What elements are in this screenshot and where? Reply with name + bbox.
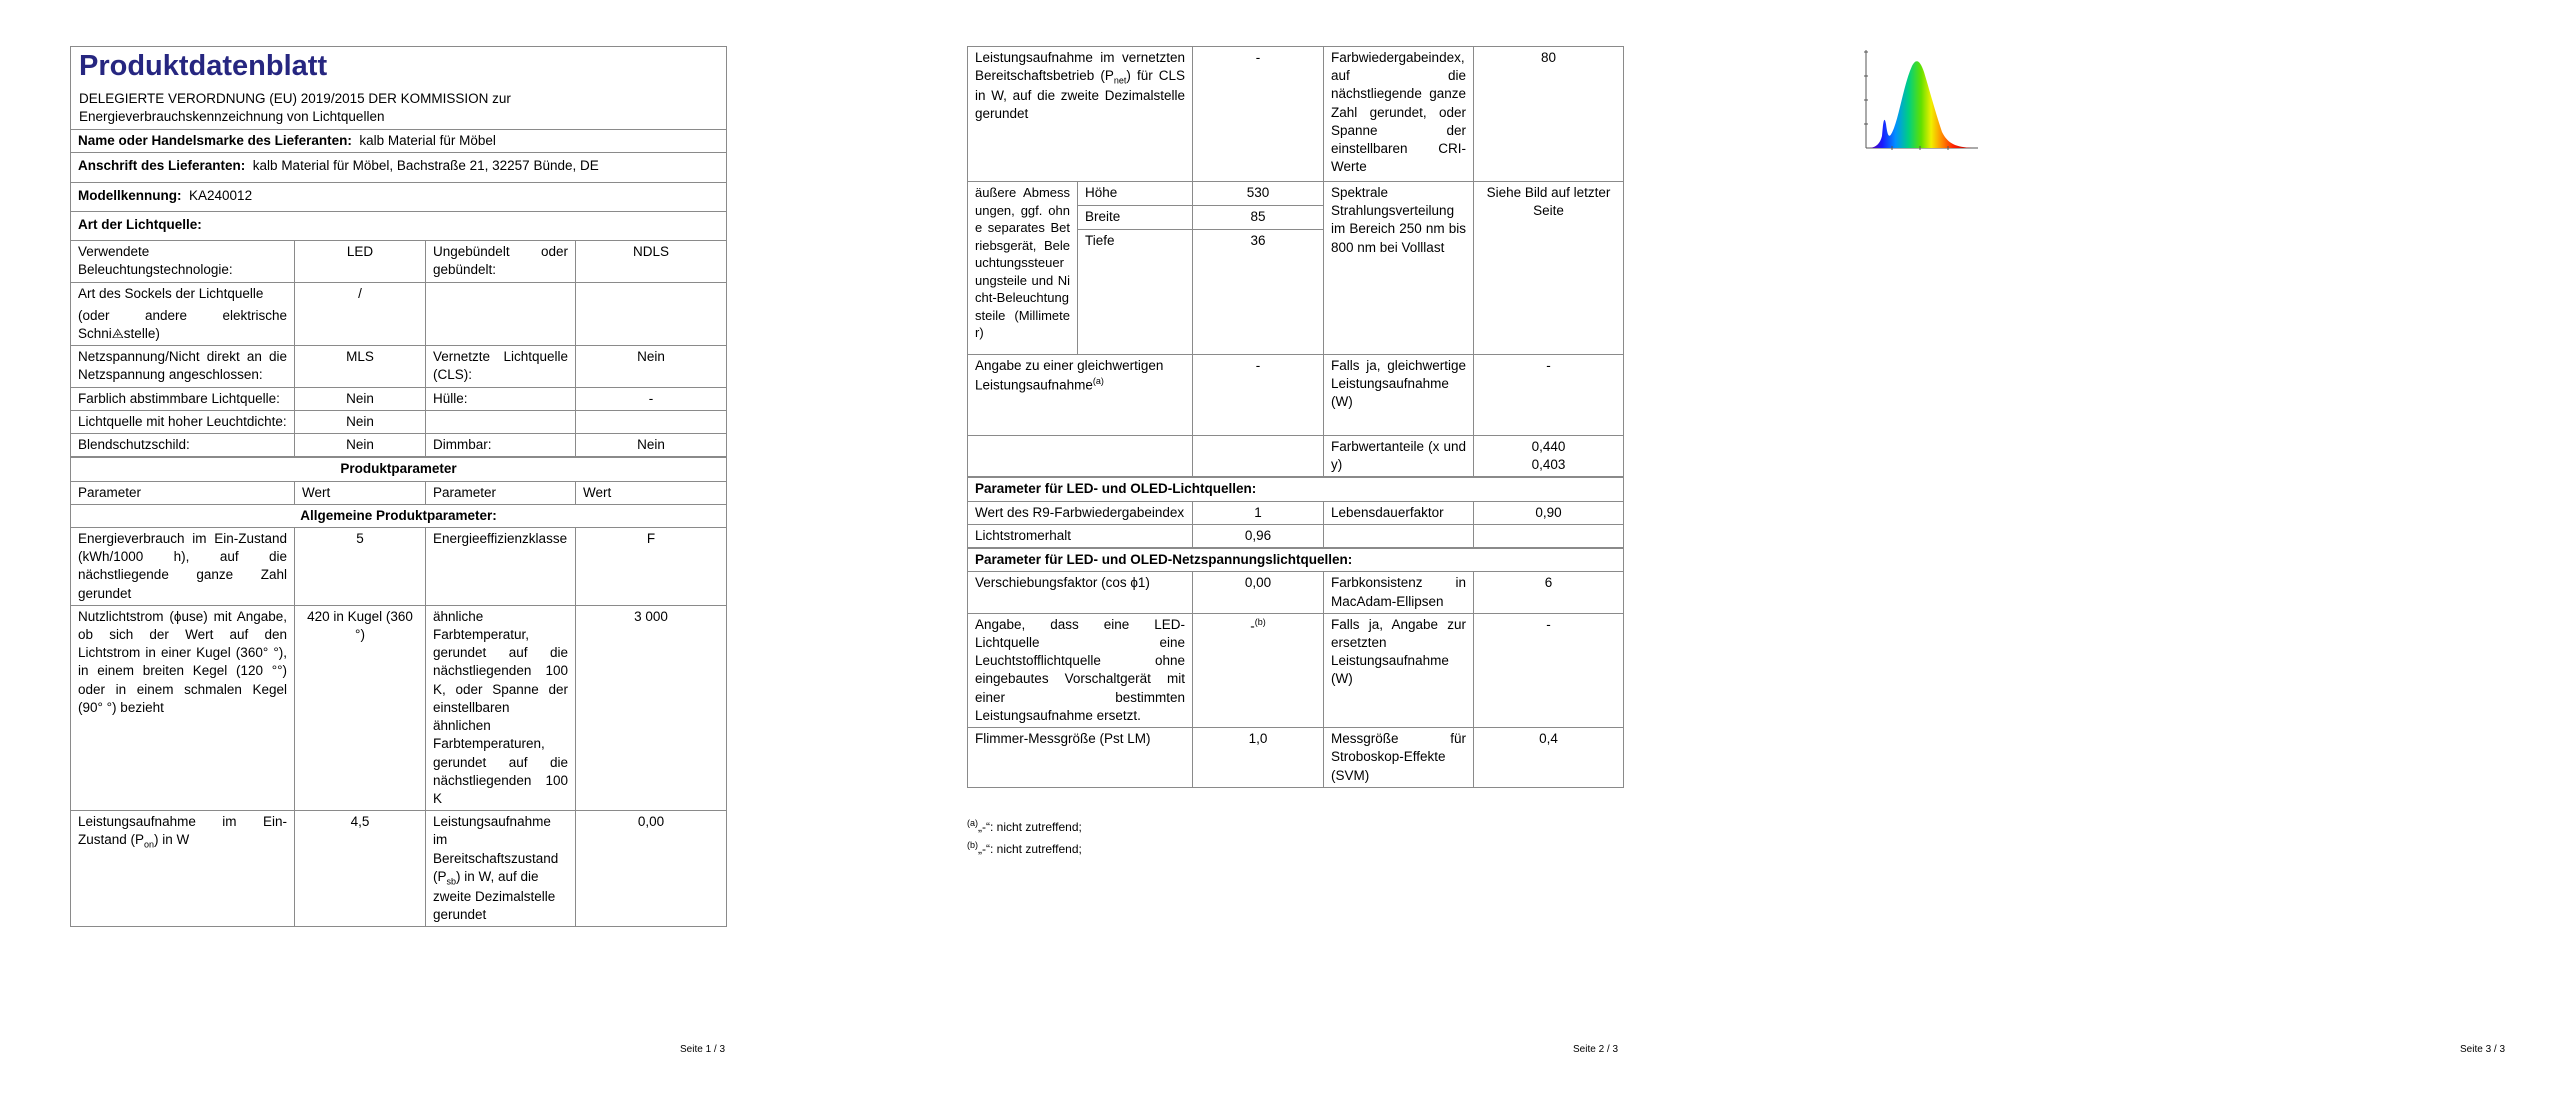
chroma-y: 0,403 xyxy=(1531,457,1566,473)
mains-heading: Parameter für LED- und OLED-Netzspannungslichtquellen: xyxy=(968,548,1624,572)
light-type-heading: Art der Lichtquelle: xyxy=(71,211,727,240)
shift-value: 0,00 xyxy=(1193,572,1324,613)
supplier-address-value: kalb Material für Möbel, Bachstraße 21, 32257 Bünde, DE xyxy=(252,158,599,174)
page-number-2: Seite 2 / 3 xyxy=(1573,1044,1619,1055)
cls-value: Nein xyxy=(576,346,727,387)
width-label: Breite xyxy=(1078,206,1193,230)
envelope-value: - xyxy=(576,387,727,410)
macadam-label: Farbkonsistenz in MacAdam-Ellipsen xyxy=(1324,572,1474,613)
cct-label: ähnliche Farbtemperatur, gerundet auf die nächstliegenden 100 K, oder Spanne der einstellbaren ähnlichen Farbtemperaturen, gerundet auf die nächstliegenden 100 K xyxy=(426,605,576,810)
model-label: Modellkennung: xyxy=(78,187,182,203)
chroma-label: Farbwertanteile (x und y) xyxy=(1324,436,1474,478)
tech-value: LED xyxy=(295,241,426,282)
dim-value: Nein xyxy=(576,434,727,458)
page-3 xyxy=(1800,0,2560,1114)
ifyes-value: - xyxy=(1474,355,1624,436)
supplier-brand-value: kalb Material für Möbel xyxy=(359,133,496,149)
svm-label: Messgröße für Stroboskop-Effekte (SVM) xyxy=(1324,728,1474,788)
flux-label: Nutzlichtstrom (ϕuse) mit Angabe, ob sich der Wert auf den Lichtstrom in einer Kugel (360° °), in einem breiten Kegel (120 °°) oder in einem schmalen Kegel (90° °) bezieht xyxy=(71,605,295,810)
eclass-label: Energieeffizienzklasse xyxy=(426,527,576,605)
socket-label: Art des Sockels der Lichtquelle xyxy=(78,285,264,301)
pon-label: Leistungsaufnahme im Ein-Zustand $(P_{on})$ in W xyxy=(71,811,295,927)
col-value-2: Wert xyxy=(576,481,727,504)
dims-label: äußere Abmessungen, ggf. ohne separates Betriebsgerät, Beleuchtungssteuerungsteile und Nicht-Beleuchtungsteile (Millimeter) xyxy=(968,182,1078,355)
socket-label-2: (oder andere elektrische Schni⨹stelle) xyxy=(78,307,287,341)
general-heading: Allgemeine Produktparameter: xyxy=(71,504,727,527)
maint-value: 0,96 xyxy=(1193,524,1324,548)
cls-label: Vernetzte Lichtquelle (CLS): xyxy=(426,346,576,387)
psb-label: Leistungsaufnahme im Bereitschaftszustand $(P_{sb})$ in W, auf die zweite Dezimalstelle gerundet xyxy=(426,811,576,927)
flux-value: 420 in Kugel (360 °) xyxy=(295,605,426,810)
r9-label: Wert des R9-Farbwiedergabeindex xyxy=(968,501,1193,524)
bundled-label: Ungebündelt oder gebündelt: xyxy=(426,241,576,282)
col-param-2: Parameter xyxy=(426,481,576,504)
regulation-text: DELEGIERTE VERORDNUNG (EU) 2019/2015 DER KOMMISSION zur Energieverbrauchskennzeichnung von Lichtquellen xyxy=(79,90,511,125)
product-params-heading: Produktparameter xyxy=(71,457,727,481)
tech-label: Verwendete Beleuchtungstechnologie: xyxy=(71,241,295,282)
life-value: 0,90 xyxy=(1474,501,1624,524)
bundled-value: NDLS xyxy=(576,241,727,282)
mains-label: Netzspannung/Nicht direkt an die Netzspannung angeschlossen: xyxy=(71,346,295,387)
eclass-value: F xyxy=(576,527,727,605)
page-1 xyxy=(0,0,860,1114)
envelope-label: Hülle: xyxy=(426,387,576,410)
life-label: Lebensdauerfaktor xyxy=(1324,501,1474,524)
equiv-label: Angabe zu einer gleichwertigen Leistungsaufnahme$^{(a)}$ xyxy=(968,355,1193,436)
spectrum-image xyxy=(1862,44,1982,154)
pnet-label: Leistungsaufnahme im vernetzten Bereitschaftsbetrieb $(P_{net})$ für CLS in W, auf die zweite Dezimalstelle gerundet xyxy=(968,47,1193,182)
hld-value: Nein xyxy=(295,410,426,433)
width-value: 85 xyxy=(1193,206,1324,230)
replace-label: Angabe, dass eine LED-Lichtquelle eine Leuchtstofflichtquelle ohne eingebautes Vorschaltgerät mit einer bestimmten Leistungsaufnahme ersetzt. xyxy=(968,613,1193,727)
supplier-address-label: Anschrift des Lieferanten: xyxy=(78,158,246,174)
page-number-3: Seite 3 / 3 xyxy=(2460,1044,2506,1055)
shift-label: Verschiebungsfaktor (cos ϕ1) xyxy=(968,572,1193,613)
ifyes-label: Falls ja, gleichwertige Leistungsaufnahme (W) xyxy=(1324,355,1474,436)
datasheet-table-2 xyxy=(967,46,1624,788)
hld-label: Lichtquelle mit hoher Leuchtdichte: xyxy=(71,410,295,433)
energy-value: 5 xyxy=(295,527,426,605)
led-heading: Parameter für LED- und OLED-Lichtquellen: xyxy=(968,477,1624,501)
datasheet-table-1 xyxy=(70,46,727,927)
col-param-1: Parameter xyxy=(71,481,295,504)
replace-w-value: - xyxy=(1474,613,1624,727)
dim-label: Dimmbar: xyxy=(426,434,576,458)
pon-value: 4,5 xyxy=(295,811,426,927)
r9-value: 1 xyxy=(1193,501,1324,524)
cct-value: 3 000 xyxy=(576,605,727,810)
svm-value: 0,4 xyxy=(1474,728,1624,788)
flicker-label: Flimmer-Messgröße (Pst LM) xyxy=(968,728,1193,788)
supplier-brand-label: Name oder Handelsmarke des Lieferanten: xyxy=(78,133,352,149)
socket-value: / xyxy=(295,282,426,346)
model-value: KA240012 xyxy=(189,187,253,203)
glare-label: Blendschutzschild: xyxy=(71,434,295,458)
tunable-value: Nein xyxy=(295,387,426,410)
macadam-value: 6 xyxy=(1474,572,1624,613)
height-value: 530 xyxy=(1193,182,1324,206)
tunable-label: Farblich abstimmbare Lichtquelle: xyxy=(71,387,295,410)
footnote-b: $^{(b)}$„-“: nicht zutreffend; xyxy=(967,840,1082,856)
spd-label: Spektrale Strahlungsverteilung im Bereich 250 nm bis 800 nm bei Volllast xyxy=(1324,182,1474,355)
col-value-1: Wert xyxy=(295,481,426,504)
maint-label: Lichtstromerhalt xyxy=(968,524,1193,548)
footnote-a: $^{(a)}$„-“: nicht zutreffend; xyxy=(967,818,1082,834)
spd-value: Siehe Bild auf letzter Seite xyxy=(1474,182,1624,355)
cri-label: Farbwiedergabeindex, auf die nächstliegende ganze Zahl gerundet, oder Spanne der einstellbaren CRI-Werte xyxy=(1324,47,1474,182)
mains-value: MLS xyxy=(295,346,426,387)
energy-label: Energieverbrauch im Ein-Zustand (kWh/1000 h), auf die nächstliegende ganze Zahl gerundet xyxy=(71,527,295,605)
flicker-value: 1,0 xyxy=(1193,728,1324,788)
depth-value: 36 xyxy=(1193,230,1324,355)
height-label: Höhe xyxy=(1078,182,1193,206)
cri-value: 80 xyxy=(1474,47,1624,182)
page-title: Produktdatenblatt xyxy=(79,50,328,82)
replace-value: -$^{(b)}$ xyxy=(1193,613,1324,727)
psb-value: 0,00 xyxy=(576,811,727,927)
pnet-value: - xyxy=(1193,47,1324,182)
equiv-value: - xyxy=(1193,355,1324,436)
page-number-1: Seite 1 / 3 xyxy=(680,1044,726,1055)
chroma-x: 0,440 xyxy=(1531,439,1566,454)
page-2 xyxy=(900,0,1760,1114)
replace-w-label: Falls ja, Angabe zur ersetzten Leistungsaufnahme (W) xyxy=(1324,613,1474,727)
depth-label: Tiefe xyxy=(1078,230,1193,355)
glare-value: Nein xyxy=(295,434,426,458)
